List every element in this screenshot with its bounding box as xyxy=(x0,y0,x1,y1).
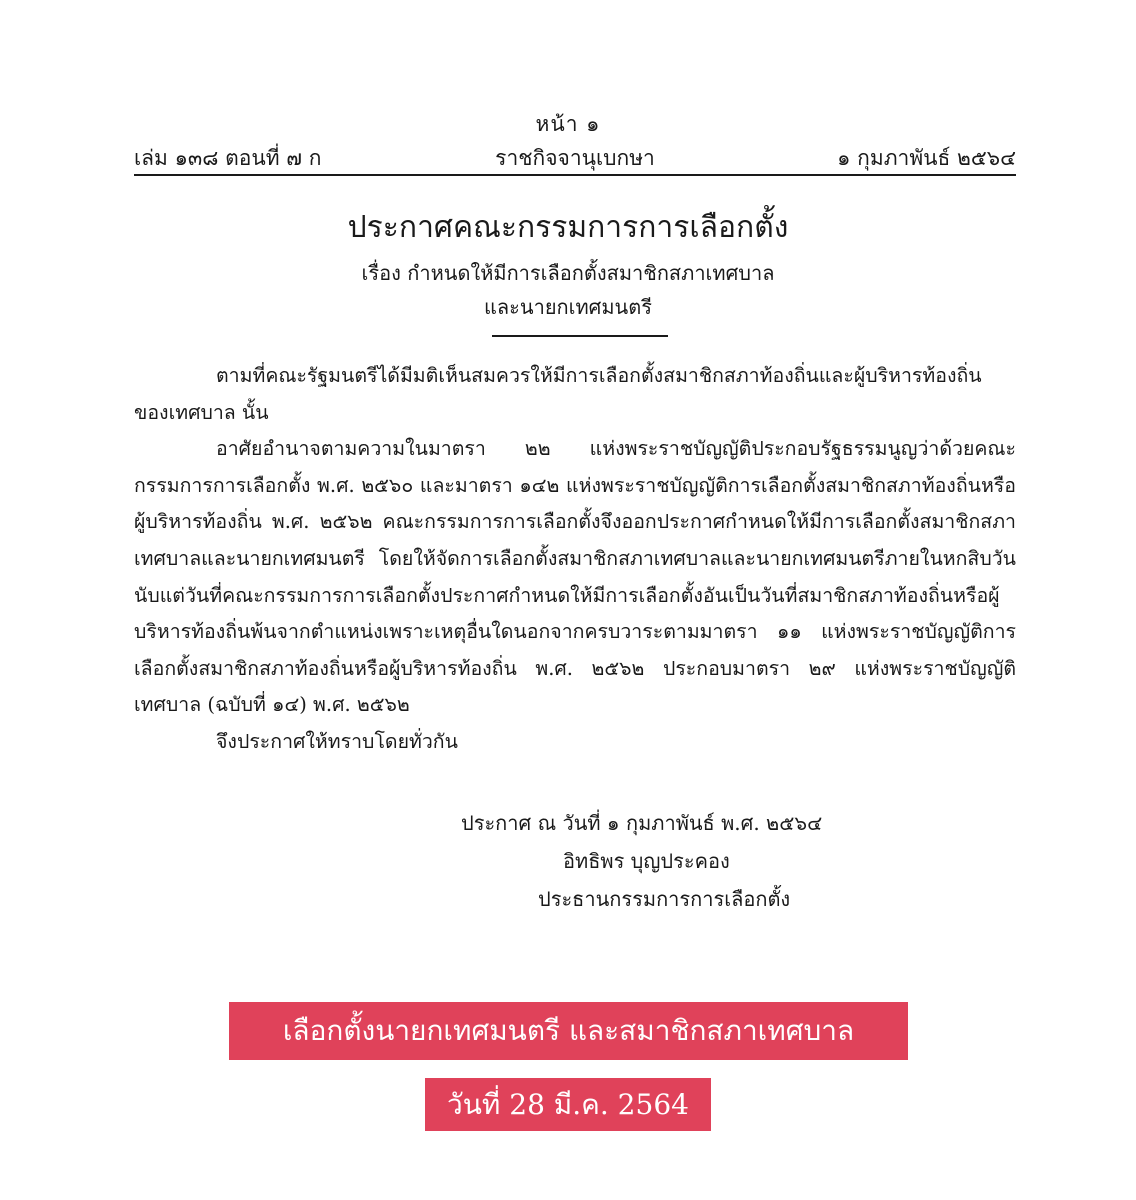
election-date-banner: วันที่ 28 มี.ค. 2564 xyxy=(425,1078,711,1131)
signer-title: ประธานกรรมการการเลือกตั้ง xyxy=(538,887,791,911)
subject-line-1: เรื่อง กำหนดให้มีการเลือกตั้งสมาชิกสภาเทศบาล xyxy=(361,261,775,285)
signer-name: อิทธิพร บุญประคอง xyxy=(563,849,730,873)
announcement-body xyxy=(134,358,1016,761)
header-divider xyxy=(134,174,1016,176)
gazette-date: ๑ กุมภาพันธ์ ๒๕๖๔ xyxy=(837,146,1016,170)
signed-date: ประกาศ ณ วันที่ ๑ กุมภาพันธ์ พ.ศ. ๒๕๖๔ xyxy=(461,811,823,835)
paragraph-closing: จึงประกาศให้ทราบโดยทั่วกัน xyxy=(216,729,458,753)
announcement-subject xyxy=(0,256,1136,324)
headline-banner: เลือกตั้งนายกเทศมนตรี และสมาชิกสภาเทศบาล xyxy=(229,1002,908,1060)
paragraph-authority: อาศัยอำนาจตามความในมาตรา ๒๒ แห่งพระราชบัญญัติประกอบรัฐธรรมนูญว่าด้วยคณะกรรมการการเลือกตั้ง พ.ศ. ๒๕๖๐ และมาตรา ๑๔๒ แห่งพระราชบัญญัติการเลือกตั้งสมาชิกสภาท้องถิ่นหรือผู้บริหารท้องถิ่น พ.ศ. ๒๕๖๒ คณะกรรมการการเลือกตั้งจึงออกประกาศกำหนดให้มีการเลือกตั้งสมาชิกสภาเทศบาลและนายกเทศมนตรี โดยให้จัดการเลือกตั้งสมาชิกสภาเทศบาลและนายกเทศมนตรีภายในหกสิบวันนับแต่วันที่คณะกรรมการการเลือกตั้งประกาศกำหนดให้มีการเลือกตั้งอันเป็นวันที่สมาชิกสภาท้องถิ่นหรือผู้บริหารท้องถิ่นพ้นจากตำแหน่งเพราะเหตุอื่นใดนอกจากครบวาระตามมาตรา ๑๑ แห่งพระราชบัญญัติการเลือกตั้งสมาชิกสภาท้องถิ่นหรือผู้บริหารท้องถิ่น พ.ศ. ๒๕๖๒ ประกอบมาตรา ๒๙ แห่งพระราชบัญญัติเทศบาล (ฉบับที่ ๑๔) พ.ศ. ๒๕๖๒ xyxy=(134,437,1016,717)
gazette-header xyxy=(134,142,1016,172)
announcement-title: ประกาศคณะกรรมการการเลือกตั้ง xyxy=(347,210,789,245)
gazette-volume: เล่ม ๑๓๘ ตอนที่ ๗ ก xyxy=(134,146,322,170)
title-divider xyxy=(492,335,668,337)
gazette-publication: ราชกิจจานุเบกษา xyxy=(495,146,655,170)
page-number: หน้า ๑ xyxy=(535,112,601,136)
paragraph-preamble: ตามที่คณะรัฐมนตรีได้มีมติเห็นสมควรให้มีการเลือกตั้งสมาชิกสภาท้องถิ่นและผู้บริหารท้องถิ่นของเทศบาล นั้น xyxy=(134,364,982,424)
subject-line-2: และนายกเทศมนตรี xyxy=(484,295,652,319)
